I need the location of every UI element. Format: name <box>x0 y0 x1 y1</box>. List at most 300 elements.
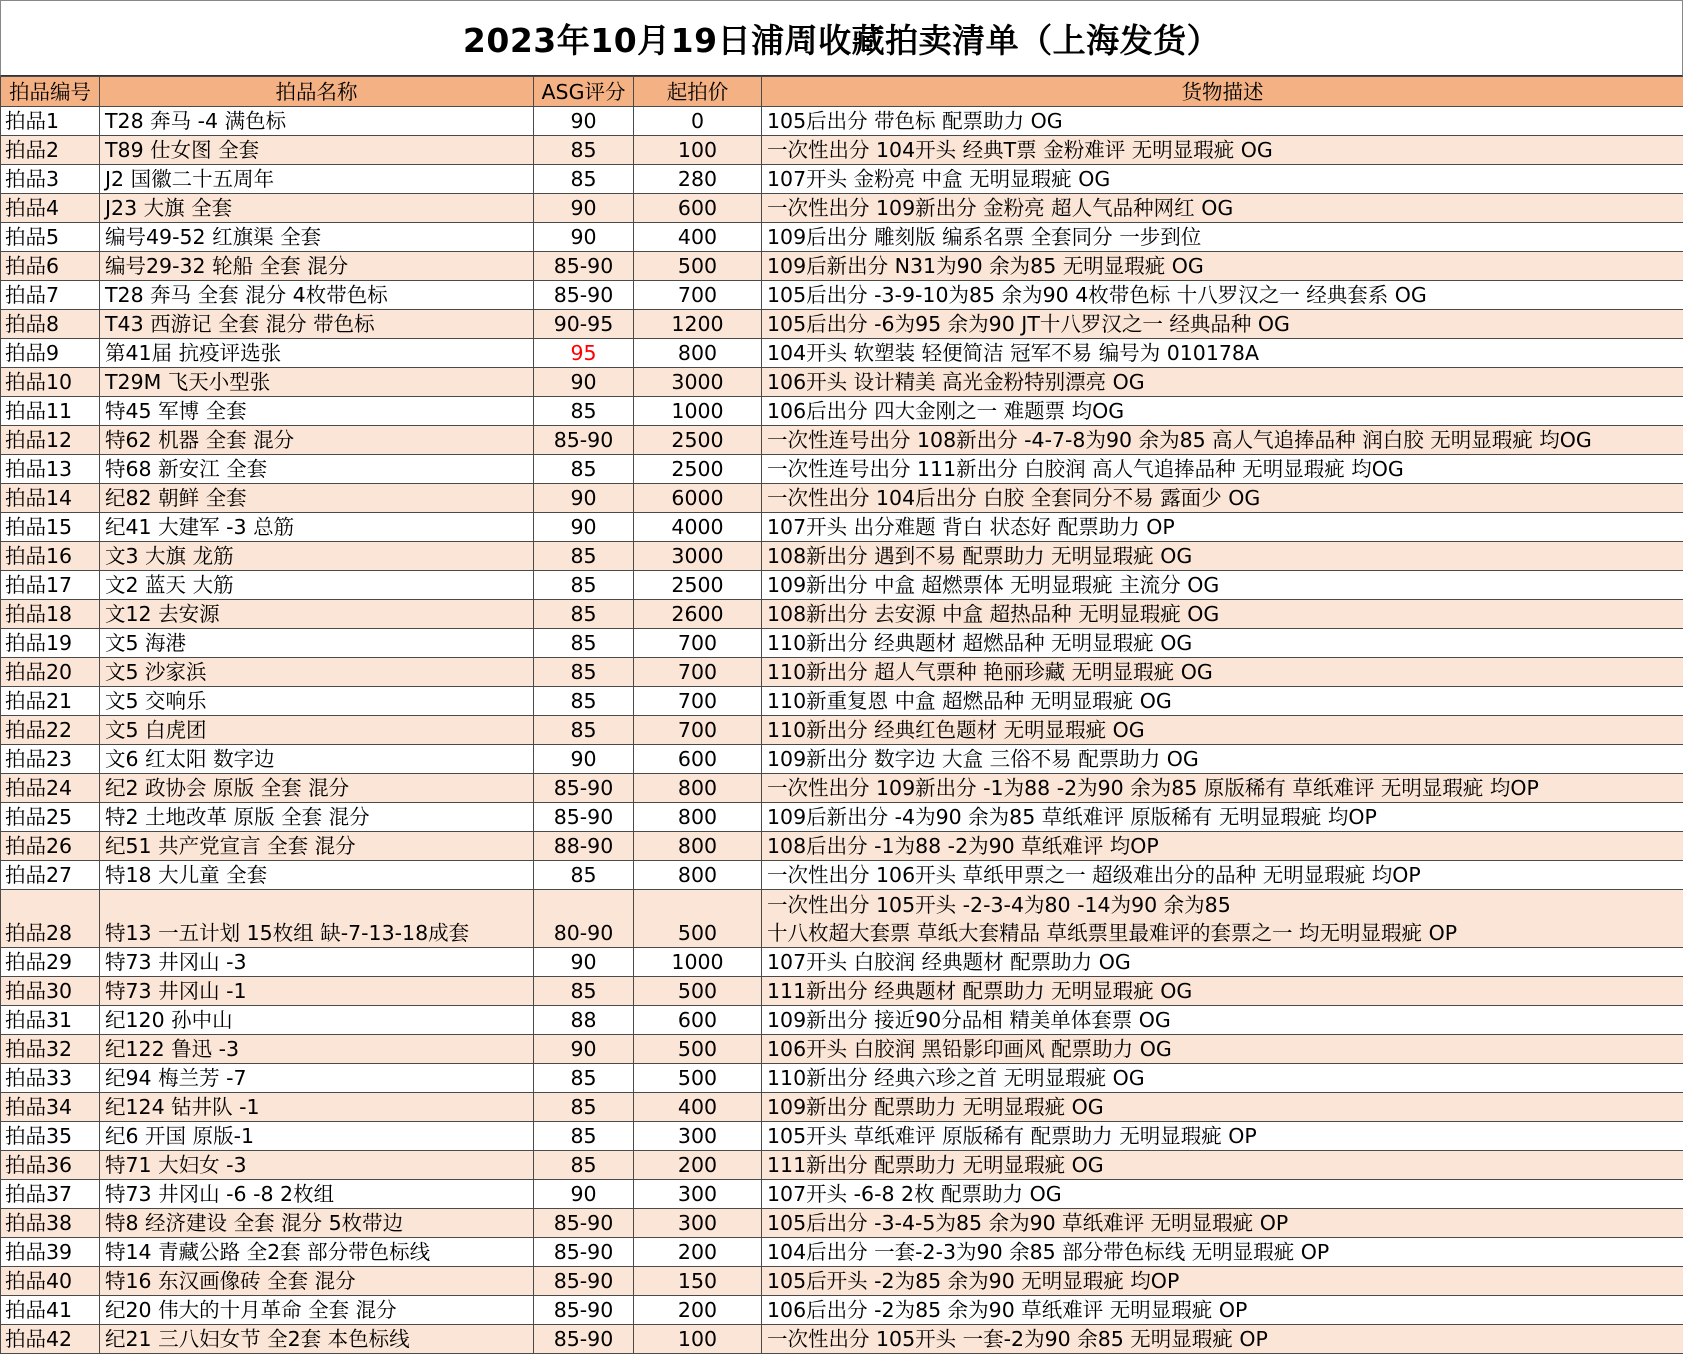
asg-score-cell: 85-90 <box>534 426 634 455</box>
description-line: 110新重复恩 中盒 超燃品种 无明显瑕疵 OG <box>767 689 1172 713</box>
lot-number-cell: 拍品42 <box>1 1325 100 1354</box>
lot-number-cell: 拍品33 <box>1 1064 100 1093</box>
description-cell <box>762 484 1683 513</box>
starting-price-cell: 3000 <box>634 542 762 571</box>
starting-price-cell: 500 <box>634 977 762 1006</box>
starting-price-cell: 100 <box>634 1325 762 1354</box>
table-row[interactable] <box>1 368 1683 397</box>
starting-price-cell: 800 <box>634 861 762 890</box>
table-row[interactable] <box>1 890 1683 948</box>
starting-price-cell: 6000 <box>634 484 762 513</box>
description-line: 111新出分 经典题材 配票助力 无明显瑕疵 OG <box>767 979 1193 1003</box>
asg-score-cell: 85 <box>534 1064 634 1093</box>
lot-number-cell: 拍品5 <box>1 223 100 252</box>
asg-score-cell: 85-90 <box>534 281 634 310</box>
description-line: 105开头 草纸难评 原版稀有 配票助力 无明显瑕疵 OP <box>767 1124 1257 1148</box>
description-cell <box>762 1180 1683 1209</box>
lot-name-cell: 特71 大妇女 -3 <box>100 1151 534 1180</box>
starting-price-cell: 2600 <box>634 600 762 629</box>
lot-name-cell: 纪2 政协会 原版 全套 混分 <box>100 774 534 803</box>
description-line: 一次性出分 105开头 -2-3-4为80 -14为90 余为85 <box>767 892 1231 917</box>
asg-score-cell: 85 <box>534 1093 634 1122</box>
description-line: 一次性出分 105开头 一套-2为90 余85 无明显瑕疵 OP <box>767 1327 1268 1351</box>
description-line: 107开头 出分难题 背白 状态好 配票助力 OP <box>767 515 1175 539</box>
lot-name-cell: 特13 一五计划 15枚组 缺-7-13-18成套 <box>100 890 534 948</box>
description-line: 110新出分 经典六珍之首 无明显瑕疵 OG <box>767 1066 1145 1090</box>
starting-price-cell: 400 <box>634 1093 762 1122</box>
starting-price-cell: 300 <box>634 1122 762 1151</box>
lot-name-cell: 纪122 鲁迅 -3 <box>100 1035 534 1064</box>
starting-price-cell: 700 <box>634 658 762 687</box>
table-row[interactable] <box>1 1151 1683 1180</box>
description-cell <box>762 339 1683 368</box>
asg-score-cell: 90 <box>534 513 634 542</box>
description-cell <box>762 571 1683 600</box>
lot-name-cell: 纪51 共产党宣言 全套 混分 <box>100 832 534 861</box>
asg-score-cell: 88-90 <box>534 832 634 861</box>
description-line: 109后出分 雕刻版 编系名票 全套同分 一步到位 <box>767 225 1202 249</box>
starting-price-cell: 700 <box>634 629 762 658</box>
asg-score-cell: 85-90 <box>534 1209 634 1238</box>
lot-number-cell: 拍品15 <box>1 513 100 542</box>
lot-number-cell: 拍品16 <box>1 542 100 571</box>
lot-name-cell: 文12 去安源 <box>100 600 534 629</box>
table-row[interactable] <box>1 194 1683 223</box>
lot-name-cell: 文5 沙家浜 <box>100 658 534 687</box>
starting-price-cell: 200 <box>634 1296 762 1325</box>
description-cell <box>762 455 1683 484</box>
table-header <box>1 77 1683 107</box>
lot-number-cell: 拍品40 <box>1 1267 100 1296</box>
table-row[interactable] <box>1 281 1683 310</box>
asg-score-cell: 85 <box>534 687 634 716</box>
column-header-starting-price[interactable]: 起拍价 <box>634 77 762 107</box>
auction-table <box>0 76 1683 1354</box>
lot-number-cell: 拍品38 <box>1 1209 100 1238</box>
asg-score-cell: 90 <box>534 1035 634 1064</box>
description-cell <box>762 629 1683 658</box>
asg-score-cell: 95 <box>534 339 634 368</box>
description-cell <box>762 803 1683 832</box>
starting-price-cell: 1200 <box>634 310 762 339</box>
description-cell <box>762 426 1683 455</box>
table-body <box>1 107 1683 1354</box>
table-row[interactable] <box>1 1035 1683 1064</box>
lot-name-cell: 特73 井冈山 -6 -8 2枚组 <box>100 1180 534 1209</box>
asg-score-cell: 90 <box>534 223 634 252</box>
description-line: 105后开头 -2为85 余为90 无明显瑕疵 均OP <box>767 1269 1180 1293</box>
lot-number-cell: 拍品14 <box>1 484 100 513</box>
lot-number-cell: 拍品31 <box>1 1006 100 1035</box>
lot-name-cell: 纪20 伟大的十月革命 全套 混分 <box>100 1296 534 1325</box>
table-row[interactable] <box>1 484 1683 513</box>
lot-number-cell: 拍品34 <box>1 1093 100 1122</box>
description-line: 107开头 金粉亮 中盒 无明显瑕疵 OG <box>767 167 1111 191</box>
lot-number-cell: 拍品25 <box>1 803 100 832</box>
starting-price-cell: 300 <box>634 1209 762 1238</box>
asg-score-cell: 90 <box>534 484 634 513</box>
asg-score-cell: 85 <box>534 397 634 426</box>
description-cell <box>762 1325 1683 1354</box>
lot-number-cell: 拍品21 <box>1 687 100 716</box>
description-cell <box>762 658 1683 687</box>
starting-price-cell: 700 <box>634 281 762 310</box>
starting-price-cell: 1000 <box>634 948 762 977</box>
lot-name-cell: 文6 红太阳 数字边 <box>100 745 534 774</box>
column-header-description[interactable]: 货物描述 <box>762 77 1683 107</box>
description-cell <box>762 1122 1683 1151</box>
asg-score-cell: 85 <box>534 1151 634 1180</box>
table-row[interactable] <box>1 397 1683 426</box>
description-line: 一次性出分 109新出分 金粉亮 超人气品种网红 OG <box>767 196 1234 220</box>
description-cell <box>762 832 1683 861</box>
starting-price-cell: 150 <box>634 1267 762 1296</box>
description-line: 106后出分 四大金刚之一 难题票 均OG <box>767 399 1125 423</box>
description-line: 105后出分 -3-4-5为85 余为90 草纸难评 无明显瑕疵 OP <box>767 1211 1289 1235</box>
description-line: 一次性出分 104开头 经典T票 金粉难评 无明显瑕疵 OG <box>767 138 1273 162</box>
table-row[interactable] <box>1 1064 1683 1093</box>
starting-price-cell: 2500 <box>634 426 762 455</box>
description-line: 104后出分 一套-2-3为90 余85 部分带色标线 无明显瑕疵 OP <box>767 1240 1330 1264</box>
asg-score-cell: 85 <box>534 629 634 658</box>
starting-price-cell: 200 <box>634 1238 762 1267</box>
description-cell <box>762 165 1683 194</box>
description-line: 110新出分 经典题材 超燃品种 无明显瑕疵 OG <box>767 631 1193 655</box>
description-line: 一次性出分 109新出分 -1为88 -2为90 余为85 原版稀有 草纸难评 无明显瑕疵 均OP <box>767 776 1539 800</box>
description-line: 105后出分 -6为95 余为90 JT十八罗汉之一 经典品种 OG <box>767 312 1290 336</box>
lot-name-cell: J23 大旗 全套 <box>100 194 534 223</box>
asg-score-cell: 85-90 <box>534 1296 634 1325</box>
asg-score-cell: 85 <box>534 165 634 194</box>
lot-name-cell: T29M 飞天小型张 <box>100 368 534 397</box>
lot-name-cell: J2 国徽二十五周年 <box>100 165 534 194</box>
starting-price-cell: 700 <box>634 716 762 745</box>
lot-number-cell: 拍品1 <box>1 107 100 136</box>
asg-score-cell: 85 <box>534 455 634 484</box>
starting-price-cell: 2500 <box>634 455 762 484</box>
lot-name-cell: 文5 海港 <box>100 629 534 658</box>
description-cell <box>762 1267 1683 1296</box>
starting-price-cell: 600 <box>634 1006 762 1035</box>
page-title: 2023年10月19日浦周收藏拍卖清单（上海发货） <box>0 0 1683 76</box>
description-cell <box>762 1296 1683 1325</box>
lot-number-cell: 拍品17 <box>1 571 100 600</box>
description-line: 111新出分 配票助力 无明显瑕疵 OG <box>767 1153 1104 1177</box>
lot-number-cell: 拍品36 <box>1 1151 100 1180</box>
asg-score-cell: 85 <box>534 977 634 1006</box>
table-row[interactable] <box>1 252 1683 281</box>
description-line: 107开头 白胶润 经典题材 配票助力 OG <box>767 950 1131 974</box>
starting-price-cell: 1000 <box>634 397 762 426</box>
description-line: 109后新出分 N31为90 余为85 无明显瑕疵 OG <box>767 254 1204 278</box>
lot-number-cell: 拍品7 <box>1 281 100 310</box>
asg-score-cell: 85 <box>534 1122 634 1151</box>
column-header-lot-number[interactable]: 拍品编号 <box>1 77 100 107</box>
asg-score-cell: 85 <box>534 600 634 629</box>
description-line: 105后出分 带色标 配票助力 OG <box>767 109 1063 133</box>
asg-score-cell: 88 <box>534 1006 634 1035</box>
column-header-lot-name[interactable]: 拍品名称 <box>100 77 534 107</box>
lot-name-cell: 文3 大旗 龙筋 <box>100 542 534 571</box>
lot-number-cell: 拍品18 <box>1 600 100 629</box>
description-cell <box>762 1151 1683 1180</box>
description-cell <box>762 716 1683 745</box>
description-line: 104开头 软塑装 轻便简洁 冠军不易 编号为 010178A <box>767 341 1259 365</box>
lot-number-cell: 拍品6 <box>1 252 100 281</box>
lot-name-cell: 纪124 钻井队 -1 <box>100 1093 534 1122</box>
table-row[interactable] <box>1 513 1683 542</box>
description-line: 109新出分 数字边 大盒 三俗不易 配票助力 OG <box>767 747 1199 771</box>
table-row[interactable] <box>1 455 1683 484</box>
lot-number-cell: 拍品30 <box>1 977 100 1006</box>
lot-name-cell: 文5 白虎团 <box>100 716 534 745</box>
table-row[interactable] <box>1 1122 1683 1151</box>
lot-name-cell: 纪6 开国 原版-1 <box>100 1122 534 1151</box>
asg-score-cell: 90 <box>534 194 634 223</box>
description-cell <box>762 1093 1683 1122</box>
description-line: 110新出分 超人气票种 艳丽珍藏 无明显瑕疵 OG <box>767 660 1213 684</box>
lot-number-cell: 拍品24 <box>1 774 100 803</box>
table-row[interactable] <box>1 1325 1683 1354</box>
table-row[interactable] <box>1 1209 1683 1238</box>
table-row[interactable] <box>1 310 1683 339</box>
lot-name-cell: T89 仕女图 全套 <box>100 136 534 165</box>
description-line: 108新出分 遇到不易 配票助力 无明显瑕疵 OG <box>767 544 1193 568</box>
description-cell <box>762 513 1683 542</box>
description-cell <box>762 600 1683 629</box>
table-row[interactable] <box>1 542 1683 571</box>
lot-name-cell: 特18 大儿童 全套 <box>100 861 534 890</box>
table-row[interactable] <box>1 803 1683 832</box>
table-row[interactable] <box>1 716 1683 745</box>
description-line: 一次性出分 104后出分 白胶 全套同分不易 露面少 OG <box>767 486 1261 510</box>
starting-price-cell: 600 <box>634 745 762 774</box>
lot-name-cell: 特73 井冈山 -1 <box>100 977 534 1006</box>
asg-score-cell: 90-95 <box>534 310 634 339</box>
lot-number-cell: 拍品9 <box>1 339 100 368</box>
description-line: 一次性出分 106开头 草纸甲票之一 超级难出分的品种 无明显瑕疵 均OP <box>767 863 1421 887</box>
lot-name-cell: 编号29-32 轮船 全套 混分 <box>100 252 534 281</box>
table-row[interactable] <box>1 571 1683 600</box>
asg-score-cell: 85 <box>534 542 634 571</box>
description-cell <box>762 107 1683 136</box>
lot-number-cell: 拍品37 <box>1 1180 100 1209</box>
lot-name-cell: 特14 青藏公路 全2套 部分带色标线 <box>100 1238 534 1267</box>
asg-score-cell: 85 <box>534 571 634 600</box>
description-line: 十八枚超大套票 草纸大套精品 草纸票里最难评的套票之一 均无明显瑕疵 OP <box>767 920 1458 945</box>
starting-price-cell: 400 <box>634 223 762 252</box>
table-row[interactable] <box>1 223 1683 252</box>
starting-price-cell: 800 <box>634 832 762 861</box>
description-line: 110新出分 经典红色题材 无明显瑕疵 OG <box>767 718 1145 742</box>
starting-price-cell: 700 <box>634 687 762 716</box>
description-line: 一次性连号出分 111新出分 白胶润 高人气追捧品种 无明显瑕疵 均OG <box>767 457 1404 481</box>
lot-name-cell: T28 奔马 -4 满色标 <box>100 107 534 136</box>
lot-name-cell: T28 奔马 全套 混分 4枚带色标 <box>100 281 534 310</box>
lot-number-cell: 拍品12 <box>1 426 100 455</box>
table-row[interactable] <box>1 977 1683 1006</box>
lot-number-cell: 拍品8 <box>1 310 100 339</box>
table-row[interactable] <box>1 339 1683 368</box>
lot-number-cell: 拍品10 <box>1 368 100 397</box>
description-cell <box>762 1064 1683 1093</box>
starting-price-cell: 600 <box>634 194 762 223</box>
table-row[interactable] <box>1 948 1683 977</box>
starting-price-cell: 800 <box>634 803 762 832</box>
asg-score-cell: 80-90 <box>534 890 634 948</box>
lot-number-cell: 拍品13 <box>1 455 100 484</box>
lot-number-cell: 拍品26 <box>1 832 100 861</box>
table-row[interactable] <box>1 1267 1683 1296</box>
asg-score-cell: 85-90 <box>534 803 634 832</box>
lot-name-cell: 特62 机器 全套 混分 <box>100 426 534 455</box>
description-cell <box>762 194 1683 223</box>
asg-score-cell: 90 <box>534 948 634 977</box>
starting-price-cell: 280 <box>634 165 762 194</box>
starting-price-cell: 2500 <box>634 571 762 600</box>
asg-score-cell: 85 <box>534 136 634 165</box>
lot-name-cell: 纪21 三八妇女节 全2套 本色标线 <box>100 1325 534 1354</box>
lot-name-cell: 特8 经济建设 全套 混分 5枚带边 <box>100 1209 534 1238</box>
asg-score-cell: 90 <box>534 745 634 774</box>
table-row[interactable] <box>1 832 1683 861</box>
asg-score-cell: 85-90 <box>534 252 634 281</box>
lot-name-cell: 特2 土地改革 原版 全套 混分 <box>100 803 534 832</box>
table-row[interactable] <box>1 426 1683 455</box>
starting-price-cell: 200 <box>634 1151 762 1180</box>
description-cell <box>762 368 1683 397</box>
description-cell <box>762 861 1683 890</box>
lot-name-cell: 纪41 大建军 -3 总筋 <box>100 513 534 542</box>
table-row[interactable] <box>1 165 1683 194</box>
description-line: 107开头 -6-8 2枚 配票助力 OG <box>767 1182 1062 1206</box>
description-line: 108新出分 去安源 中盒 超热品种 无明显瑕疵 OG <box>767 602 1220 626</box>
description-cell <box>762 1035 1683 1064</box>
description-cell <box>762 542 1683 571</box>
lot-number-cell: 拍品20 <box>1 658 100 687</box>
table-row[interactable] <box>1 600 1683 629</box>
description-cell <box>762 136 1683 165</box>
asg-score-cell: 85 <box>534 658 634 687</box>
description-line: 106开头 设计精美 高光金粉特别漂亮 OG <box>767 370 1145 394</box>
starting-price-cell: 3000 <box>634 368 762 397</box>
column-header-asg-score[interactable]: ASG评分 <box>534 77 634 107</box>
table-row[interactable] <box>1 658 1683 687</box>
asg-score-cell: 90 <box>534 368 634 397</box>
starting-price-cell: 800 <box>634 774 762 803</box>
description-cell <box>762 687 1683 716</box>
starting-price-cell: 500 <box>634 252 762 281</box>
starting-price-cell: 500 <box>634 890 762 948</box>
asg-score-cell: 90 <box>534 1180 634 1209</box>
asg-score-cell: 85-90 <box>534 1325 634 1354</box>
lot-number-cell: 拍品27 <box>1 861 100 890</box>
lot-number-cell: 拍品41 <box>1 1296 100 1325</box>
description-cell <box>762 397 1683 426</box>
description-line: 109新出分 配票助力 无明显瑕疵 OG <box>767 1095 1104 1119</box>
lot-number-cell: 拍品4 <box>1 194 100 223</box>
lot-name-cell: 第41届 抗疫评选张 <box>100 339 534 368</box>
description-cell <box>762 1006 1683 1035</box>
table-row[interactable] <box>1 629 1683 658</box>
description-cell <box>762 890 1683 948</box>
description-line: 109新出分 中盒 超燃票体 无明显瑕疵 主流分 OG <box>767 573 1220 597</box>
table-row[interactable] <box>1 1296 1683 1325</box>
table-row[interactable] <box>1 1238 1683 1267</box>
lot-number-cell: 拍品19 <box>1 629 100 658</box>
table-row[interactable] <box>1 1006 1683 1035</box>
table-row[interactable] <box>1 687 1683 716</box>
asg-score-cell: 85 <box>534 716 634 745</box>
table-row[interactable] <box>1 774 1683 803</box>
description-line: 109新出分 接近90分品相 精美单体套票 OG <box>767 1008 1171 1032</box>
lot-number-cell: 拍品23 <box>1 745 100 774</box>
lot-number-cell: 拍品32 <box>1 1035 100 1064</box>
description-line: 106开头 白胶润 黑铅影印画风 配票助力 OG <box>767 1037 1172 1061</box>
header-row <box>1 77 1683 107</box>
description-cell <box>762 281 1683 310</box>
starting-price-cell: 4000 <box>634 513 762 542</box>
lot-name-cell: 特68 新安江 全套 <box>100 455 534 484</box>
description-cell <box>762 977 1683 1006</box>
description-line: 105后出分 -3-9-10为85 余为90 4枚带色标 十八罗汉之一 经典套系 OG <box>767 283 1427 307</box>
lot-name-cell: 特73 井冈山 -3 <box>100 948 534 977</box>
table-row[interactable] <box>1 136 1683 165</box>
asg-score-cell: 85 <box>534 861 634 890</box>
lot-name-cell: 特16 东汉画像砖 全套 混分 <box>100 1267 534 1296</box>
lot-number-cell: 拍品2 <box>1 136 100 165</box>
lot-name-cell: T43 西游记 全套 混分 带色标 <box>100 310 534 339</box>
description-cell <box>762 745 1683 774</box>
lot-name-cell: 特45 军博 全套 <box>100 397 534 426</box>
lot-name-cell: 编号49-52 红旗渠 全套 <box>100 223 534 252</box>
lot-number-cell: 拍品22 <box>1 716 100 745</box>
description-cell <box>762 223 1683 252</box>
starting-price-cell: 800 <box>634 339 762 368</box>
table-row[interactable] <box>1 861 1683 890</box>
description-cell <box>762 774 1683 803</box>
starting-price-cell: 100 <box>634 136 762 165</box>
asg-score-cell: 85-90 <box>534 774 634 803</box>
starting-price-cell: 300 <box>634 1180 762 1209</box>
lot-number-cell: 拍品11 <box>1 397 100 426</box>
table-row[interactable] <box>1 745 1683 774</box>
description-line: 108后出分 -1为88 -2为90 草纸难评 均OP <box>767 834 1159 858</box>
description-cell <box>762 1209 1683 1238</box>
description-cell <box>762 1238 1683 1267</box>
description-line: 一次性连号出分 108新出分 -4-7-8为90 余为85 高人气追捧品种 润白胶 无明显瑕疵 均OG <box>767 428 1592 452</box>
table-row[interactable] <box>1 107 1683 136</box>
lot-name-cell: 文2 蓝天 大筋 <box>100 571 534 600</box>
lot-name-cell: 纪94 梅兰芳 -7 <box>100 1064 534 1093</box>
asg-score-cell: 85-90 <box>534 1238 634 1267</box>
lot-number-cell: 拍品3 <box>1 165 100 194</box>
table-row[interactable] <box>1 1180 1683 1209</box>
description-cell <box>762 948 1683 977</box>
starting-price-cell: 500 <box>634 1035 762 1064</box>
asg-score-cell: 85-90 <box>534 1267 634 1296</box>
lot-number-cell: 拍品28 <box>1 890 100 948</box>
description-line: 106后出分 -2为85 余为90 草纸难评 无明显瑕疵 OP <box>767 1298 1248 1322</box>
table-row[interactable] <box>1 1093 1683 1122</box>
lot-number-cell: 拍品29 <box>1 948 100 977</box>
description-cell <box>762 310 1683 339</box>
starting-price-cell: 500 <box>634 1064 762 1093</box>
lot-number-cell: 拍品35 <box>1 1122 100 1151</box>
lot-name-cell: 文5 交响乐 <box>100 687 534 716</box>
description-cell <box>762 252 1683 281</box>
asg-score-cell: 90 <box>534 107 634 136</box>
